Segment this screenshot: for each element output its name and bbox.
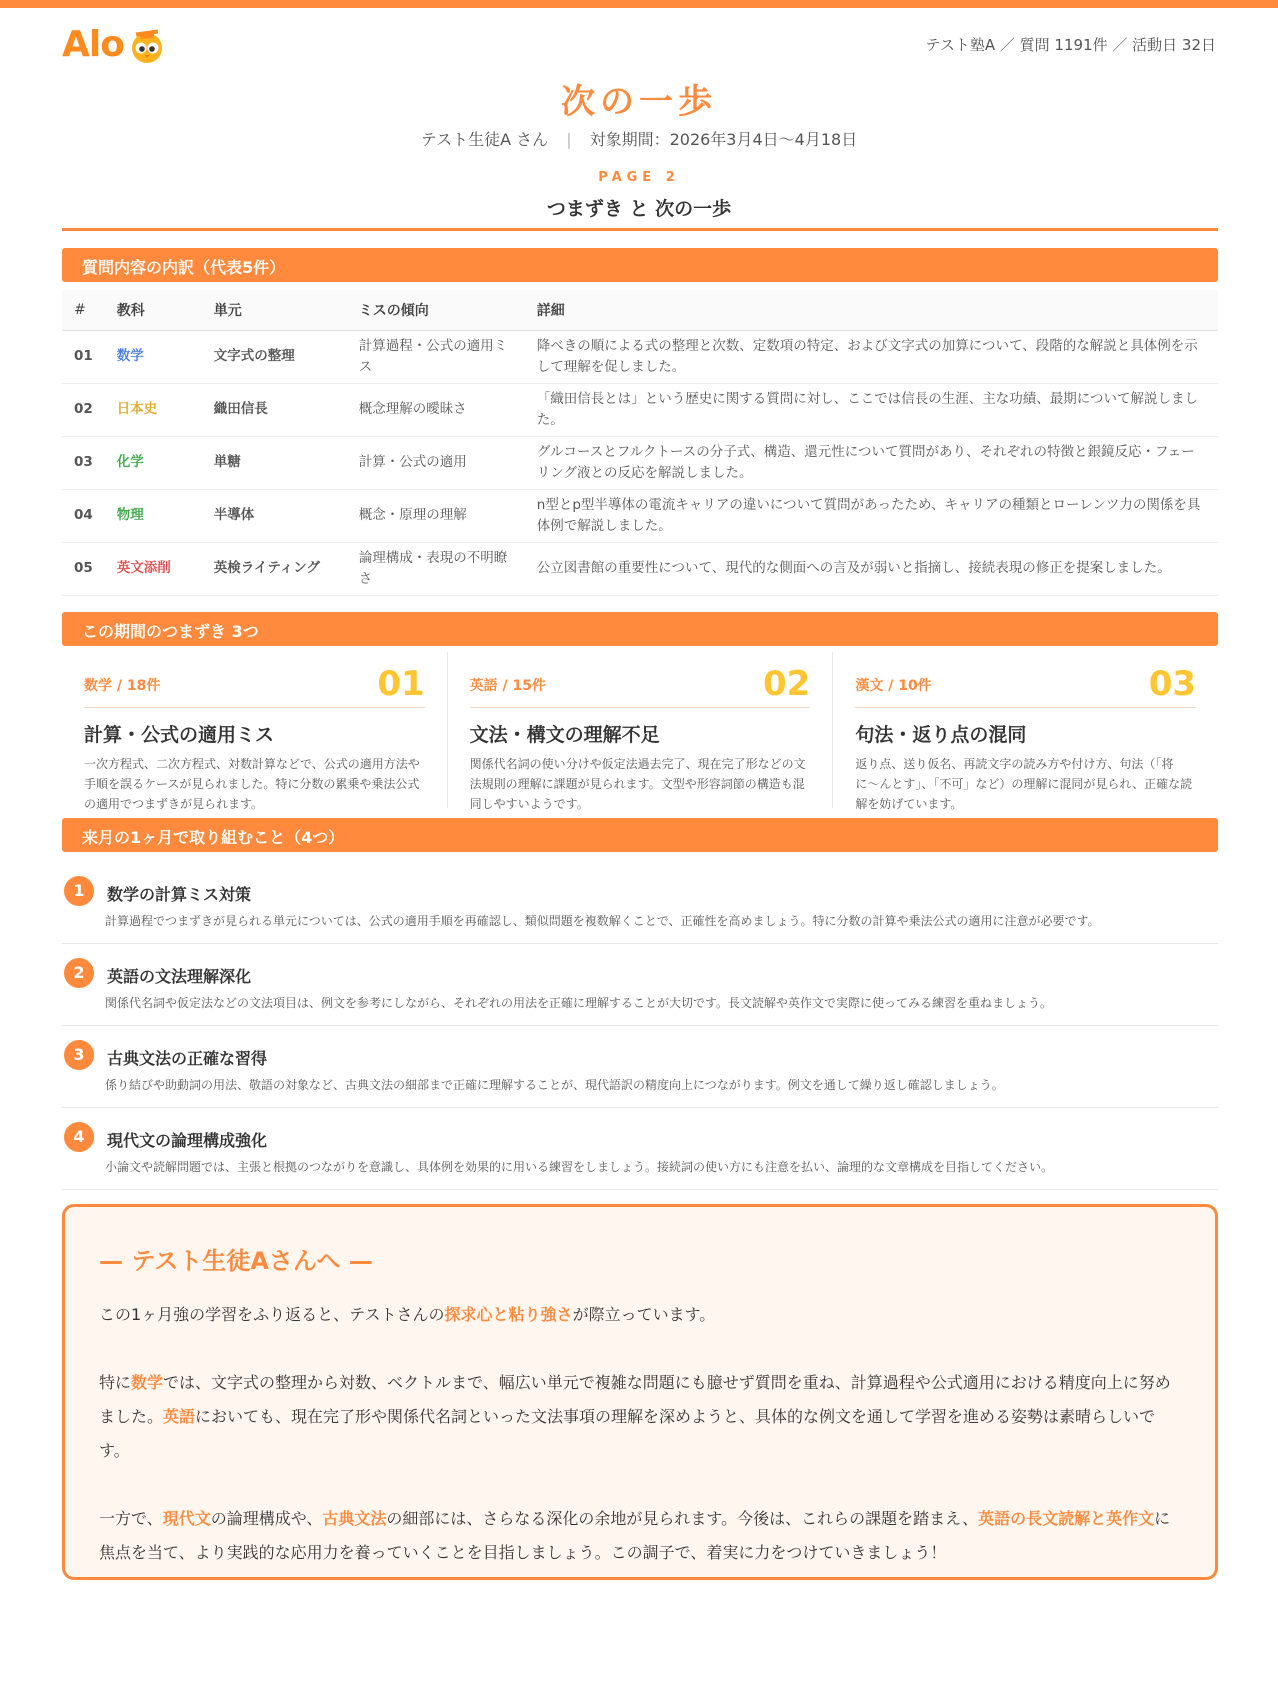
target-period: 対象期間：2026年3月4日〜4月18日 <box>589 130 858 149</box>
page-title: 次の一歩 <box>561 82 717 122</box>
message-highlight: 数学 <box>131 1373 164 1392</box>
question-breakdown-table <box>62 290 1218 596</box>
table-row <box>62 330 1218 383</box>
subtitle-separator: | <box>566 130 572 149</box>
message-text: この1ヶ月強の学習をふり返ると、テストさんの <box>99 1305 445 1324</box>
header-meta: テスト塾A ／ 質問 1191件 ／ 活動日 32日 <box>925 36 1216 54</box>
row-subject: 化学 <box>105 436 202 489</box>
row-tendency: 概念・原理の理解 <box>347 489 525 542</box>
message-text: 一方で、 <box>99 1509 163 1528</box>
card-title: 句法・返り点の混同 <box>855 724 1027 746</box>
action-description: 計算過程でつまずきが見られる単元については、公式の適用手順を再確認し、類似問題を複数解くことで、正確性を高めましょう。特に分数の計算や乗法公式の適用に注意が必要です。 <box>105 914 1100 928</box>
col-header-subject: 教科 <box>105 290 202 330</box>
message-paragraph <box>99 1366 1181 1468</box>
action-number-badge: 1 <box>64 876 94 906</box>
message-text: においても、現在完了形や関係代名詞といった文法事項の理解を深めようと、具体的な例文を通して学習を進める姿勢は素晴らしいです。 <box>99 1407 1156 1460</box>
col-header-detail: 詳細 <box>525 290 1218 330</box>
row-unit: 半導体 <box>202 489 347 542</box>
row-subject: 英文添削 <box>105 542 202 595</box>
message-text: が際立っています。 <box>572 1305 716 1324</box>
row-tendency: 計算・公式の適用 <box>347 436 525 489</box>
actions-heading: 来月の1ヶ月で取り組むこと（4つ） <box>62 818 1218 852</box>
row-num: 03 <box>62 436 105 489</box>
row-unit: 単糖 <box>202 436 347 489</box>
message-box <box>62 1204 1218 1580</box>
message-highlight: 英語 <box>163 1407 196 1426</box>
page-section-title: つまずき と 次の一歩 <box>546 198 732 220</box>
card-description: 関係代名詞の使い分けや仮定法過去完了、現在完了形などの文法規則の理解に課題が見られます。文型や形容詞節の構造も混同しやすいようです。 <box>469 757 806 811</box>
message-paragraph <box>99 1502 1181 1570</box>
action-title: 英語の文法理解深化 <box>107 967 252 986</box>
row-detail: 「織田信長とは」という歴史に関する質問に対し、ここでは信長の生涯、主な功績、最期について解説しました。 <box>525 383 1218 436</box>
message-text: の細部には、さらなる深化の余地が見られます。今後は、これらの課題を踏まえ、 <box>386 1509 979 1528</box>
card-description: 返り点、送り仮名、再読文字の読み方や付け方、句法（「将に〜んとす」、「不可」など）の理解に混同が見られ、正確な読解を妨げています。 <box>855 757 1193 811</box>
breakdown-heading: 質問内容の内訳（代表5件） <box>62 248 1218 282</box>
row-detail: 降べきの順による式の整理と次数、定数項の特定、および文字式の加算について、段階的な解説と具体例を示して理解を促しました。 <box>525 330 1218 383</box>
card-tag: 英語 / 15件 <box>469 678 547 694</box>
row-tendency: 計算過程・公式の適用ミス <box>347 330 525 383</box>
table-header-row <box>62 290 1218 330</box>
action-item <box>62 862 1218 944</box>
row-unit: 英検ライティング <box>202 542 347 595</box>
table-row <box>62 383 1218 436</box>
action-number-badge: 2 <box>64 958 94 988</box>
stumble-card <box>448 652 834 811</box>
message-text: では、文字式の整理から対数、ベクトルまで、幅広い単元で複雑な問題にも臆せず質問を重ね、計算過程や公式適用における精度向上に努めました。 <box>99 1373 1171 1426</box>
stumble-card <box>833 652 1218 811</box>
table-row <box>62 489 1218 542</box>
message-text: に焦点を当て、より実践的な応用力を養っていくことを目指しましょう。この調子で、着実に力をつけていきましょう！ <box>99 1509 1171 1562</box>
message-heading: — テスト生徒Aさんへ — <box>99 1247 373 1275</box>
stumble-cards <box>62 652 1218 811</box>
stumble-card <box>62 652 448 811</box>
row-num: 05 <box>62 542 105 595</box>
action-title: 現代文の論理構成強化 <box>107 1131 268 1150</box>
card-header <box>855 664 1196 708</box>
message-text: の論理構成や、 <box>210 1509 323 1528</box>
action-title: 古典文法の正確な習得 <box>107 1049 268 1068</box>
logo <box>62 22 167 66</box>
report-header <box>62 18 1216 68</box>
logo-text: Alo <box>62 23 124 65</box>
row-detail: n型とp型半導体の電流キャリアの違いについて質問があったため、キャリアの種類とローレンツ力の関係を具体例で解説しました。 <box>525 489 1218 542</box>
action-number-badge: 4 <box>64 1122 94 1152</box>
row-unit: 織田信長 <box>202 383 347 436</box>
card-header <box>84 664 425 708</box>
row-detail: 公立図書館の重要性について、現代的な側面への言及が弱いと指摘し、接続表現の修正を提案しました。 <box>525 542 1218 595</box>
row-tendency: 概念理解の曖昧さ <box>347 383 525 436</box>
card-tag: 数学 / 18件 <box>84 678 161 694</box>
action-description: 関係代名詞や仮定法などの文法項目は、例文を参考にしながら、それぞれの用法を正確に理解することが大切です。長文読解や英作文で実際に使ってみる練習を重ねましょう。 <box>105 996 1053 1010</box>
action-item <box>62 1026 1218 1108</box>
report-subtitle <box>0 127 1278 150</box>
row-num: 02 <box>62 383 105 436</box>
divider <box>62 228 1218 231</box>
action-description: 係り結びや助動詞の用法、敬語の対象など、古典文法の細部まで正確に理解することが、現代語訳の精度向上につながります。例文を通して繰り返し確認しましょう。 <box>105 1078 1004 1092</box>
row-subject: 数学 <box>105 330 202 383</box>
row-detail: グルコースとフルクトースの分子式、構造、還元性について質問があり、それぞれの特徴と銀鏡反応・フェーリング液との反応を解説しました。 <box>525 436 1218 489</box>
message-highlight: 英語の長文読解と英作文 <box>978 1509 1155 1528</box>
table-row <box>62 542 1218 595</box>
col-header-num: # <box>62 290 105 330</box>
action-number-badge: 3 <box>64 1040 94 1070</box>
card-number: 01 <box>377 664 425 704</box>
card-number: 03 <box>1148 664 1197 704</box>
row-subject: 物理 <box>105 489 202 542</box>
message-highlight: 探求心と粘り強さ <box>444 1305 573 1324</box>
row-num: 04 <box>62 489 105 542</box>
row-subject: 日本史 <box>105 383 202 436</box>
mascot-logo-icon <box>127 26 167 66</box>
table-row <box>62 436 1218 489</box>
card-tag: 漢文 / 10件 <box>855 678 932 694</box>
col-header-unit: 単元 <box>202 290 347 330</box>
top-accent-bar <box>0 0 1278 8</box>
col-header-tendency: ミスの傾向 <box>347 290 525 330</box>
action-description: 小論文や読解問題では、主張と根拠のつながりを意識し、具体例を効果的に用いる練習をしましょう。接続詞の使い方にも注意を払い、論理的な文章構成を目指してください。 <box>105 1160 1054 1174</box>
row-tendency: 論理構成・表現の不明瞭さ <box>347 542 525 595</box>
card-number: 02 <box>763 664 811 704</box>
card-description: 一次方程式、二次方程式、対数計算などで、公式の適用方法や手順を誤るケースが見られました。特に分数の累乗や乗法公式の適用でつまずきが見られます。 <box>84 757 420 811</box>
student-name: テスト生徒A さん <box>420 130 549 149</box>
page-number-label: PAGE 2 <box>598 170 680 185</box>
message-text: 特に <box>99 1373 132 1392</box>
action-item <box>62 1108 1218 1190</box>
card-title: 文法・構文の理解不足 <box>469 724 660 746</box>
action-title: 数学の計算ミス対策 <box>107 885 252 904</box>
row-unit: 文字式の整理 <box>202 330 347 383</box>
card-title: 計算・公式の適用ミス <box>84 724 275 746</box>
card-header <box>470 664 811 708</box>
stumbles-heading: この期間のつまずき 3つ <box>62 612 1218 646</box>
message-highlight: 古典文法 <box>322 1509 387 1528</box>
row-num: 01 <box>62 330 105 383</box>
message-paragraph <box>99 1298 1181 1332</box>
action-item <box>62 944 1218 1026</box>
message-highlight: 現代文 <box>162 1509 211 1528</box>
